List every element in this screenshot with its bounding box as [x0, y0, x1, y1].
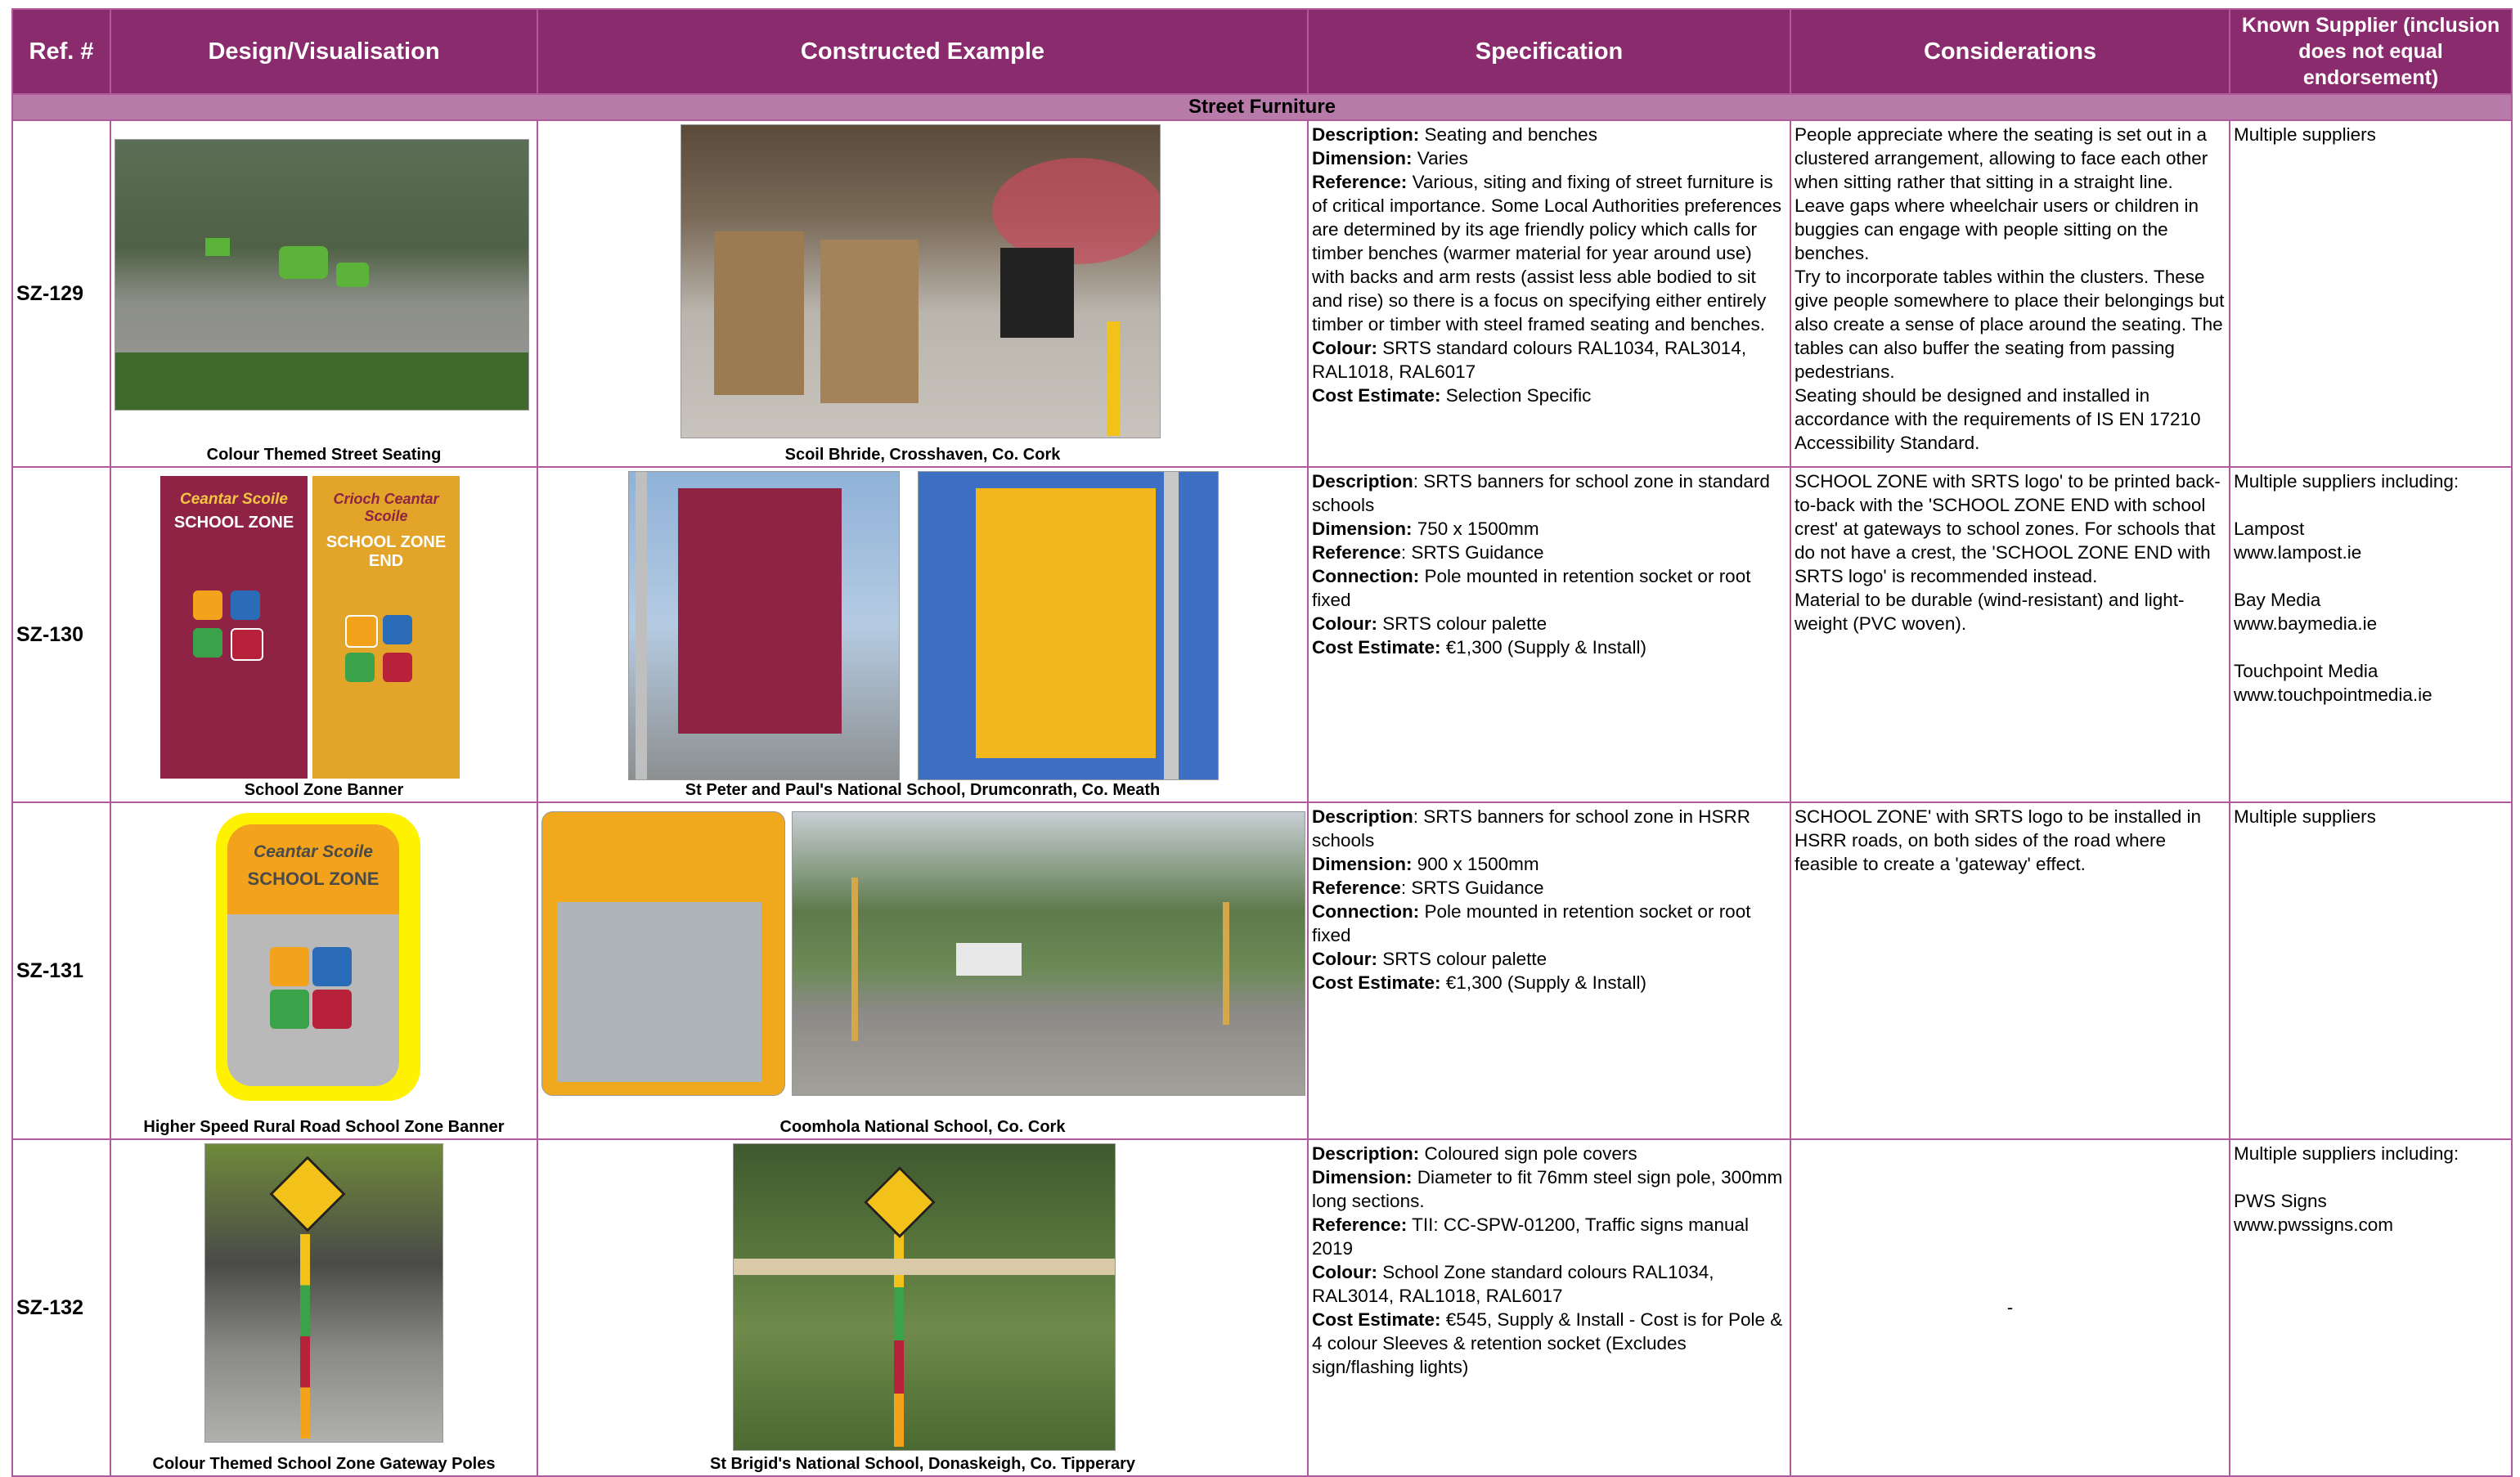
spec-reference: Reference: TII: CC-SPW-01200, Traffic signs manual 2019 — [1312, 1214, 1749, 1259]
header-constructed: Constructed Example — [537, 9, 1308, 94]
considerations-cell — [1790, 802, 2230, 1139]
spec-dimension: Dimension: 750 x 1500mm — [1312, 519, 1539, 539]
constructed-caption: Scoil Bhride, Crosshaven, Co. Cork — [784, 446, 1061, 464]
consideration-text: Try to incorporate tables within the clusters. These give people somewhere to place their belongings but also create a sense of place around the seating. The tables can also buffer the seating from passing pedestrians. — [1795, 267, 2225, 382]
header-design: Design/Visualisation — [110, 9, 537, 94]
ref-cell: SZ-130 — [12, 467, 110, 802]
spec-colour: Colour: SRTS colour palette — [1312, 949, 1547, 969]
consideration-text: SCHOOL ZONE' with SRTS logo to be installed in HSRR roads, on both sides of the road where feasible to create a 'gateway' effect. — [1795, 806, 2201, 874]
supplier-link[interactable]: www.pwssigns.com — [2234, 1214, 2394, 1235]
supplier-line: Bay Media — [2234, 590, 2321, 610]
design-cell — [110, 802, 537, 1139]
spec-colour: Colour: SRTS standard colours RAL1034, RAL3014, RAL1018, RAL6017 — [1312, 338, 1747, 382]
supplier-line: Multiple suppliers including: — [2234, 1143, 2459, 1164]
constructed-caption: St Brigid's National School, Donaskeigh, Co. Tipperary — [709, 1455, 1136, 1473]
table-row — [12, 120, 2512, 467]
supplier-cell — [2230, 467, 2512, 802]
consideration-text: People appreciate where the seating is set out in a clustered arrangement, allowing to face each other when sitting rather that sitting in a straight line. Leave gaps where wheelchair users or children in buggies can engage with people sitting on the benches. — [1795, 124, 2208, 263]
considerations-cell — [1790, 120, 2230, 467]
supplier-line: Lampost — [2234, 519, 2305, 539]
section-row — [12, 94, 2512, 120]
spec-reference: Reference: Various, siting and fixing of street furniture is of critical importance. Some Local Authorities preferences are determined by its age friendly policy which calls for timber benches (warmer material for year around use) with backs and arm rests (assist less able bodied to sit and rise) so there is a focus on specifying either entirely timber or timber with steel framed seating and benches. — [1312, 172, 1782, 334]
spec-description: Description: SRTS banners for school zone in HSRR schools — [1312, 806, 1751, 851]
spec-reference: Reference: SRTS Guidance — [1312, 542, 1544, 563]
consideration-text: SCHOOL ZONE with SRTS logo' to be printed back-to-back with the 'SCHOOL ZONE END with school crest' at gateways to school zones. For schools that do not have a crest, the 'SCHOOL ZONE END with SRTS logo' is recommended instead. — [1795, 471, 2221, 586]
spec-colour: Colour: SRTS colour palette — [1312, 613, 1547, 634]
design-caption: Higher Speed Rural Road School Zone Banner — [143, 1118, 505, 1136]
hsrr-banner-closeup-photo — [541, 811, 785, 1096]
supplier-line: Touchpoint Media — [2234, 661, 2379, 681]
spec-cell — [1308, 802, 1790, 1139]
banner-photo-school-zone-end — [918, 471, 1219, 780]
gateway-poles-visualisation — [204, 1143, 443, 1443]
constructed-cell — [537, 1139, 1308, 1476]
spec-dimension: Dimension: 900 x 1500mm — [1312, 854, 1539, 874]
constructed-caption: St Peter and Paul's National School, Drumconrath, Co. Meath — [685, 781, 1161, 799]
supplier-line: Multiple suppliers — [2234, 124, 2376, 145]
spec-dimension: Dimension: Varies — [1312, 148, 1468, 168]
design-caption: School Zone Banner — [244, 781, 404, 799]
supplier-line: Multiple suppliers including: — [2234, 471, 2459, 492]
seating-visualisation-image — [115, 139, 529, 411]
spec-cell — [1308, 1139, 1790, 1476]
spec-cell — [1308, 120, 1790, 467]
supplier-cell — [2230, 1139, 2512, 1476]
spec-cost: Cost Estimate: €1,300 (Supply & Install) — [1312, 637, 1646, 658]
spec-cost: Cost Estimate: €1,300 (Supply & Install) — [1312, 972, 1646, 993]
ref-cell: SZ-132 — [12, 1139, 110, 1476]
consideration-text: Material to be durable (wind-resistant) and light-weight (PVC woven). — [1795, 590, 2185, 634]
coomhola-road-photo — [792, 811, 1305, 1096]
specification-table-container — [11, 8, 2511, 1477]
consideration-text: Seating should be designed and installed in accordance with the requirements of IS EN 17210 Accessibility Standard. — [1795, 385, 2201, 453]
design-cell — [110, 1139, 537, 1476]
spec-connection: Connection: Pole mounted in retention socket or root fixed — [1312, 901, 1751, 945]
supplier-line: Multiple suppliers — [2234, 806, 2376, 827]
table-row — [12, 467, 2512, 802]
supplier-cell — [2230, 120, 2512, 467]
banner-photo-school-zone — [628, 471, 900, 780]
constructed-caption: Coomhola National School, Co. Cork — [779, 1118, 1066, 1136]
table-row — [12, 802, 2512, 1139]
considerations-cell: - — [1790, 1139, 2230, 1476]
header-specification: Specification — [1308, 9, 1790, 94]
header-ref: Ref. # — [12, 9, 110, 94]
design-caption: Colour Themed Street Seating — [206, 446, 442, 464]
constructed-cell — [537, 120, 1308, 467]
spec-cost: Cost Estimate: Selection Specific — [1312, 385, 1592, 406]
constructed-cell — [537, 802, 1308, 1139]
spec-reference: Reference: SRTS Guidance — [1312, 878, 1544, 898]
street-furniture-table — [11, 8, 2513, 1477]
supplier-line: PWS Signs — [2234, 1191, 2327, 1211]
header-considerations: Considerations — [1790, 9, 2230, 94]
section-title: Street Furniture — [12, 94, 2512, 120]
spec-description: Description: SRTS banners for school zone in standard schools — [1312, 471, 1770, 515]
school-zone-end-banner-graphic: Crioch Ceantar Scoile SCHOOL ZONE END — [312, 476, 460, 779]
spec-description: Description: Seating and benches — [1312, 124, 1597, 145]
supplier-link[interactable]: www.touchpointmedia.ie — [2234, 685, 2432, 705]
supplier-cell — [2230, 802, 2512, 1139]
header-supplier: Known Supplier (inclusion does not equal endorsement) — [2230, 9, 2512, 94]
school-zone-banner-graphic: Ceantar Scoile SCHOOL ZONE — [160, 476, 308, 779]
considerations-cell — [1790, 467, 2230, 802]
ref-cell: SZ-129 — [12, 120, 110, 467]
donaskeigh-pole-photo — [733, 1143, 1116, 1451]
spec-description: Description: Coloured sign pole covers — [1312, 1143, 1637, 1164]
constructed-cell — [537, 467, 1308, 802]
spec-connection: Connection: Pole mounted in retention socket or root fixed — [1312, 566, 1751, 610]
hsrr-banner-graphic: Ceantar Scoile SCHOOL ZONE — [216, 813, 420, 1101]
header-row — [12, 9, 2512, 94]
supplier-link[interactable]: www.lampost.ie — [2234, 542, 2362, 563]
design-caption: Colour Themed School Zone Gateway Poles — [152, 1455, 496, 1473]
spec-cost: Cost Estimate: €545, Supply & Install - Cost is for Pole & 4 colour Sleeves & retention socket (Excludes sign/flashing lights) — [1312, 1309, 1783, 1377]
spec-dimension: Dimension: Diameter to fit 76mm steel sign pole, 300mm long sections. — [1312, 1167, 1783, 1211]
ref-cell: SZ-131 — [12, 802, 110, 1139]
table-row — [12, 1139, 2512, 1476]
spec-colour: Colour: School Zone standard colours RAL1034, RAL3014, RAL1018, RAL6017 — [1312, 1262, 1714, 1306]
crosshaven-seating-photo — [681, 124, 1161, 438]
design-cell — [110, 467, 537, 802]
design-cell — [110, 120, 537, 467]
supplier-link[interactable]: www.baymedia.ie — [2234, 613, 2378, 634]
spec-cell — [1308, 467, 1790, 802]
